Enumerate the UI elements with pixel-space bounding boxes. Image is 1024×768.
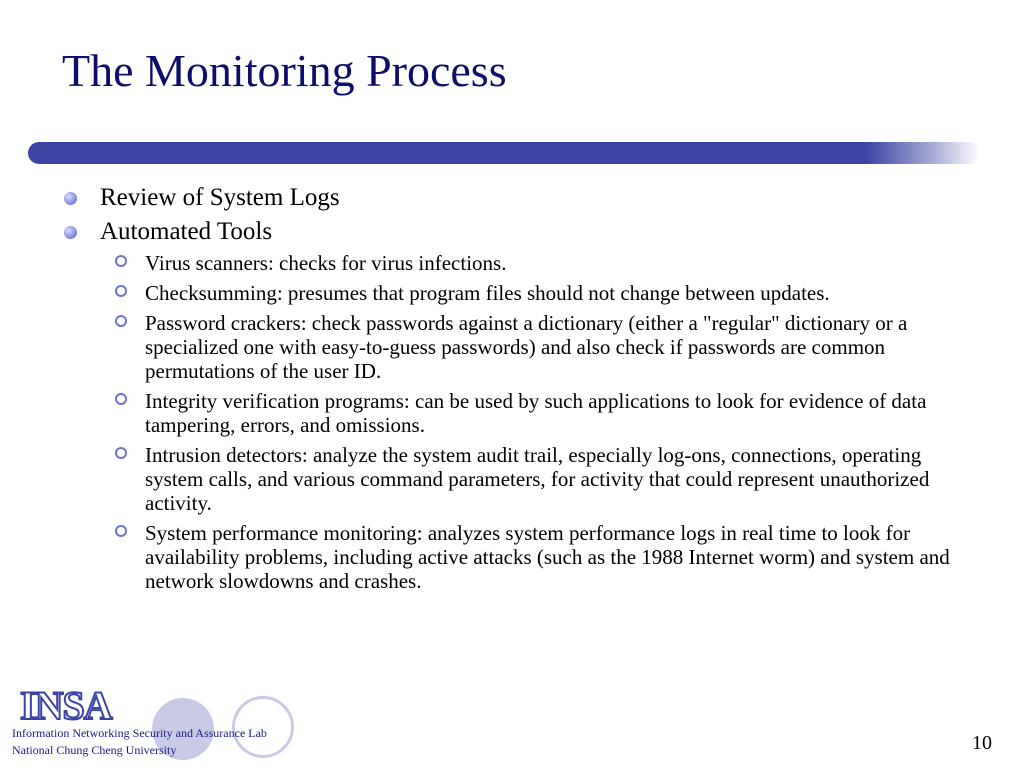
- sub-bullet-text: Intrusion detectors: analyze the system audit trail, especially log-ons, connections, operating system calls, and various command parameters, for activity that could represent unauthorized activity.: [145, 443, 930, 515]
- sub-bullet-ring-icon: [115, 393, 127, 405]
- sub-bullet-item: [0, 389, 1024, 437]
- bullet-text: Review of System Logs: [100, 184, 340, 211]
- bullet-item: [0, 215, 1024, 249]
- sub-bullet-text: Checksumming: presumes that program files should not change between updates.: [145, 281, 830, 305]
- bullet-dot-icon: [64, 192, 77, 205]
- lab-name: Information Networking Security and Assurance Lab: [12, 726, 267, 740]
- page-number: 10: [972, 732, 992, 754]
- sub-bullet-item: [0, 521, 1024, 593]
- slide-body: [0, 181, 1024, 593]
- sub-bullet-ring-icon: [115, 447, 127, 459]
- sub-bullet-item: [0, 281, 1024, 305]
- sub-bullet-text: Integrity verification programs: can be used by such applications to look for evidence of data tampering, errors, and omissions.: [145, 389, 927, 437]
- sub-bullet-item: [0, 251, 1024, 275]
- title-divider-bar: [28, 142, 980, 164]
- sub-bullet-item: [0, 311, 1024, 383]
- sub-bullet-ring-icon: [115, 285, 127, 297]
- university-name: National Chung Cheng University: [12, 743, 177, 757]
- sub-bullet-item: [0, 443, 1024, 515]
- sub-bullet-ring-icon: [115, 525, 127, 537]
- insa-logo: INSA: [20, 683, 112, 728]
- slide-title: The Monitoring Process: [62, 45, 507, 96]
- sub-bullet-ring-icon: [115, 315, 127, 327]
- bullet-item: [0, 181, 1024, 215]
- sub-bullet-text: System performance monitoring: analyzes system performance logs in real time to look for availability problems, including active attacks (such as the 1988 Internet worm) and system and network slowdowns and crashes.: [145, 521, 950, 593]
- bullet-dot-icon: [64, 226, 77, 239]
- sub-bullet-ring-icon: [115, 255, 127, 267]
- bullet-text: Automated Tools: [100, 218, 273, 245]
- sub-bullet-text: Password crackers: check passwords against a dictionary (either a "regular" dictionary or a specialized one with easy-to-guess passwords) and also check if passwords are common permutations of the user ID.: [145, 311, 908, 383]
- sub-bullet-text: Virus scanners: checks for virus infections.: [145, 251, 507, 275]
